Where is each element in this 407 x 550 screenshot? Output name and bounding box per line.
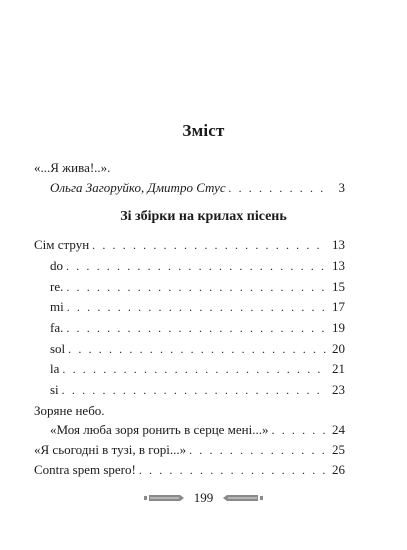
entry-page: 25 bbox=[332, 442, 345, 457]
entry-page: 13 bbox=[332, 258, 345, 273]
entry-label: Contra spem spero! bbox=[34, 462, 136, 477]
dot-leader bbox=[68, 341, 326, 357]
entry-page: 23 bbox=[332, 382, 345, 397]
toc-entry-mi[interactable] bbox=[50, 299, 345, 315]
entry-label: «Моя люба зоря ронить в серце мені...» bbox=[50, 422, 269, 437]
page-number: 199 bbox=[193, 490, 214, 505]
entry-page: 20 bbox=[332, 341, 345, 356]
entry-label: si bbox=[50, 382, 59, 397]
entry-label: mi bbox=[50, 299, 64, 314]
dot-leader bbox=[229, 180, 326, 196]
page-title: Зміст bbox=[182, 121, 225, 140]
toc-entry-si[interactable] bbox=[50, 382, 345, 398]
entry-page: 15 bbox=[332, 279, 345, 294]
dot-leader bbox=[67, 299, 326, 315]
toc-entry-sol[interactable] bbox=[50, 341, 345, 357]
folio-ornament-right-icon bbox=[223, 494, 263, 502]
dot-leader bbox=[139, 462, 326, 478]
dot-leader bbox=[62, 361, 326, 377]
toc-entry-do[interactable] bbox=[50, 258, 345, 274]
toc-entry-ya-sohodni[interactable] bbox=[34, 442, 345, 458]
entry-page: 26 bbox=[332, 462, 345, 477]
entry-page: 17 bbox=[332, 299, 345, 314]
toc-entry-zoriane-nebo[interactable]: Зоряне небо. bbox=[34, 403, 105, 418]
toc-entry-intro-authors[interactable] bbox=[50, 180, 345, 196]
section-heading: Зі збірки на крилах пісень bbox=[120, 209, 287, 224]
intro-title: «...Я жива!..». bbox=[34, 160, 111, 175]
entry-page: 21 bbox=[332, 361, 345, 376]
folio-ornament-left-icon bbox=[144, 494, 184, 502]
entry-page: 13 bbox=[332, 237, 345, 252]
page-folio bbox=[0, 490, 407, 506]
entry-page: 3 bbox=[338, 180, 345, 195]
toc-entry-re[interactable] bbox=[50, 279, 345, 295]
entry-page: 24 bbox=[332, 422, 345, 437]
entry-label: la bbox=[50, 361, 60, 376]
entry-label: sol bbox=[50, 341, 66, 356]
dot-leader bbox=[66, 279, 326, 295]
entry-label: re. bbox=[50, 279, 64, 294]
dot-leader bbox=[272, 422, 327, 438]
dot-leader bbox=[62, 382, 326, 398]
entry-label: Ольга Загоруйко, Дмитро Стус bbox=[50, 180, 226, 195]
entry-label: do bbox=[50, 258, 63, 273]
toc-entry-sim-strun[interactable] bbox=[34, 237, 345, 253]
dot-leader bbox=[92, 237, 326, 253]
entry-page: 19 bbox=[332, 320, 345, 335]
entry-label: fa. bbox=[50, 320, 64, 335]
toc-entry-fa[interactable] bbox=[50, 320, 345, 336]
entry-label: Сім струн bbox=[34, 237, 90, 252]
dot-leader bbox=[189, 442, 326, 458]
dot-leader bbox=[66, 320, 326, 336]
toc-entry-contra-spem-spero[interactable] bbox=[34, 462, 345, 478]
toc-entry-moia-liuba-zoria[interactable] bbox=[50, 422, 345, 438]
toc-entry-la[interactable] bbox=[50, 361, 345, 377]
dot-leader bbox=[66, 258, 326, 274]
entry-label: «Я сьогодні в тузі, в горі...» bbox=[34, 442, 187, 457]
